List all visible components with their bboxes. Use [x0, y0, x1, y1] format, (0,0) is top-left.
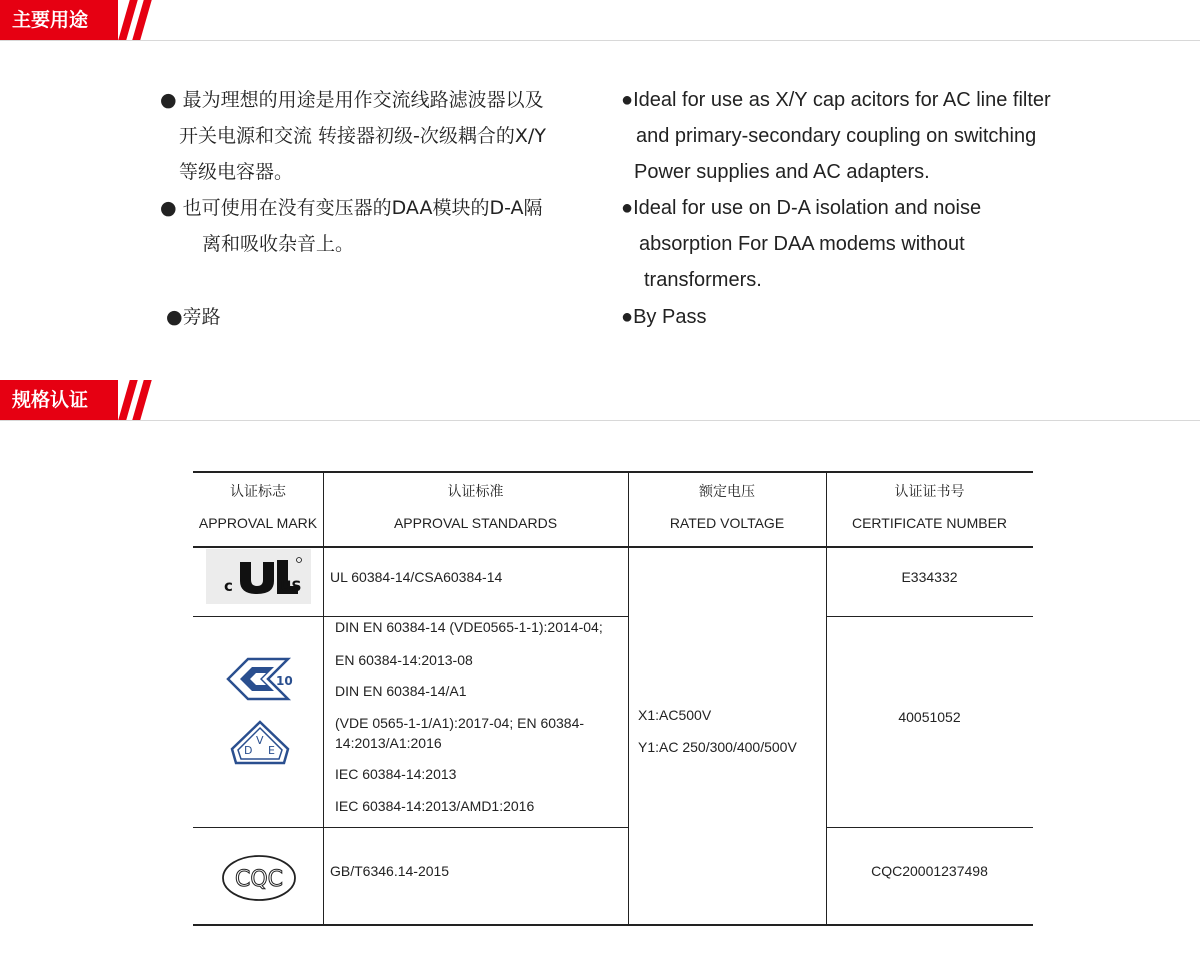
- header-zh: 认证标准: [447, 484, 504, 500]
- ul-logo: [206, 549, 311, 604]
- header-en: CERTIFICATE NUMBER: [851, 515, 1008, 531]
- table-row-rule: [826, 827, 1033, 828]
- usage-en-line: absorption For DAA modems without: [639, 233, 965, 255]
- standard-text: GB/T6346.14-2015: [330, 863, 450, 879]
- section-header-cert: [0, 380, 1200, 422]
- vde-mark-icon: [228, 719, 293, 767]
- table-col-rule: [628, 471, 629, 926]
- usage-zh-line: ●旁路: [166, 306, 221, 328]
- usage-zh-line: ● 也可使用在没有变压器的DAA模块的D-A隔: [160, 197, 543, 219]
- usage-en-line: transformers.: [644, 269, 762, 291]
- standard-text: UL 60384-14/CSA60384-14: [330, 569, 503, 585]
- rated-voltage-x1: X1:AC500V: [638, 707, 712, 723]
- standard-text: IEC 60384-14:2013: [335, 766, 457, 782]
- section-title-usage: 主要用途: [0, 0, 118, 40]
- ul-mark-icon: [206, 549, 311, 604]
- table-row-rule: [826, 616, 1033, 617]
- certificate-number: 40051052: [898, 709, 961, 725]
- svg-text:c: c: [224, 577, 233, 595]
- standard-text: (VDE 0565-1-1/A1):2017-04; EN 60384-: [335, 715, 585, 731]
- standard-text: DIN EN 60384-14/A1: [335, 683, 467, 699]
- section-header-usage: [0, 0, 1200, 42]
- enec-logo: [226, 655, 296, 705]
- enec-mark-icon: [226, 655, 296, 705]
- usage-zh-line: 等级电容器。: [179, 161, 294, 183]
- usage-zh-line: 开关电源和交流 转接器初级-次级耦合的X/Y: [179, 125, 546, 147]
- cqc-logo: [221, 854, 297, 902]
- table-header-rule: [193, 546, 1033, 548]
- header-rated-voltage: [628, 481, 826, 531]
- header-approval-standards: [323, 481, 628, 531]
- standard-text: DIN EN 60384-14 (VDE0565-1-1):2014-04;: [335, 619, 603, 635]
- header-zh: 额定电压: [699, 484, 755, 500]
- header-en: APPROVAL MARK: [198, 515, 318, 531]
- usage-en-line: ●Ideal for use as X/Y cap acitors for AC line filter: [621, 89, 1051, 111]
- header-zh: 认证标志: [230, 484, 286, 500]
- header-rule: [0, 40, 1200, 41]
- usage-en-line: ●By Pass: [621, 306, 707, 328]
- section-title-cert: 规格认证: [0, 380, 118, 420]
- table-border-top: [193, 471, 1033, 473]
- table-col-rule: [826, 471, 827, 926]
- standard-text: IEC 60384-14:2013/AMD1:2016: [335, 798, 535, 814]
- header-rule: [0, 420, 1200, 421]
- svg-text:D: D: [244, 744, 253, 757]
- standard-text: EN 60384-14:2013-08: [335, 652, 473, 668]
- usage-zh-line: 离和吸收杂音上。: [202, 233, 355, 255]
- usage-en-line: Power supplies and AC adapters.: [634, 161, 930, 183]
- svg-text:CQC: CQC: [234, 867, 284, 892]
- usage-en-line: ●Ideal for use on D-A isolation and noise: [621, 197, 982, 219]
- header-zh: 认证证书号: [894, 484, 965, 500]
- header-certificate-number: [826, 481, 1033, 531]
- usage-en-line: and primary-secondary coupling on switching: [636, 125, 1037, 147]
- certificate-number: E334332: [901, 569, 958, 585]
- standard-text: 14:2013/A1:2016: [335, 735, 442, 751]
- vde-logo: [228, 719, 293, 767]
- certification-table: [193, 471, 1033, 926]
- table-border-bottom: [193, 924, 1033, 926]
- svg-text:10: 10: [276, 674, 293, 688]
- header-en: APPROVAL STANDARDS: [393, 515, 558, 531]
- header-en: RATED VOLTAGE: [669, 515, 785, 531]
- rated-voltage-y1: Y1:AC 250/300/400/500V: [638, 739, 797, 755]
- svg-text:US: US: [280, 579, 302, 595]
- certificate-number: CQC20001237498: [871, 863, 988, 879]
- table-col-rule: [323, 471, 324, 926]
- svg-text:E: E: [268, 744, 275, 757]
- svg-text:V: V: [256, 734, 264, 747]
- cqc-mark-icon: [221, 854, 297, 902]
- usage-zh-line: ● 最为理想的用途是用作交流线路滤波器以及: [160, 89, 544, 111]
- header-approval-mark: [193, 481, 323, 531]
- table-row-rule: [193, 827, 628, 828]
- table-row-rule: [193, 616, 628, 617]
